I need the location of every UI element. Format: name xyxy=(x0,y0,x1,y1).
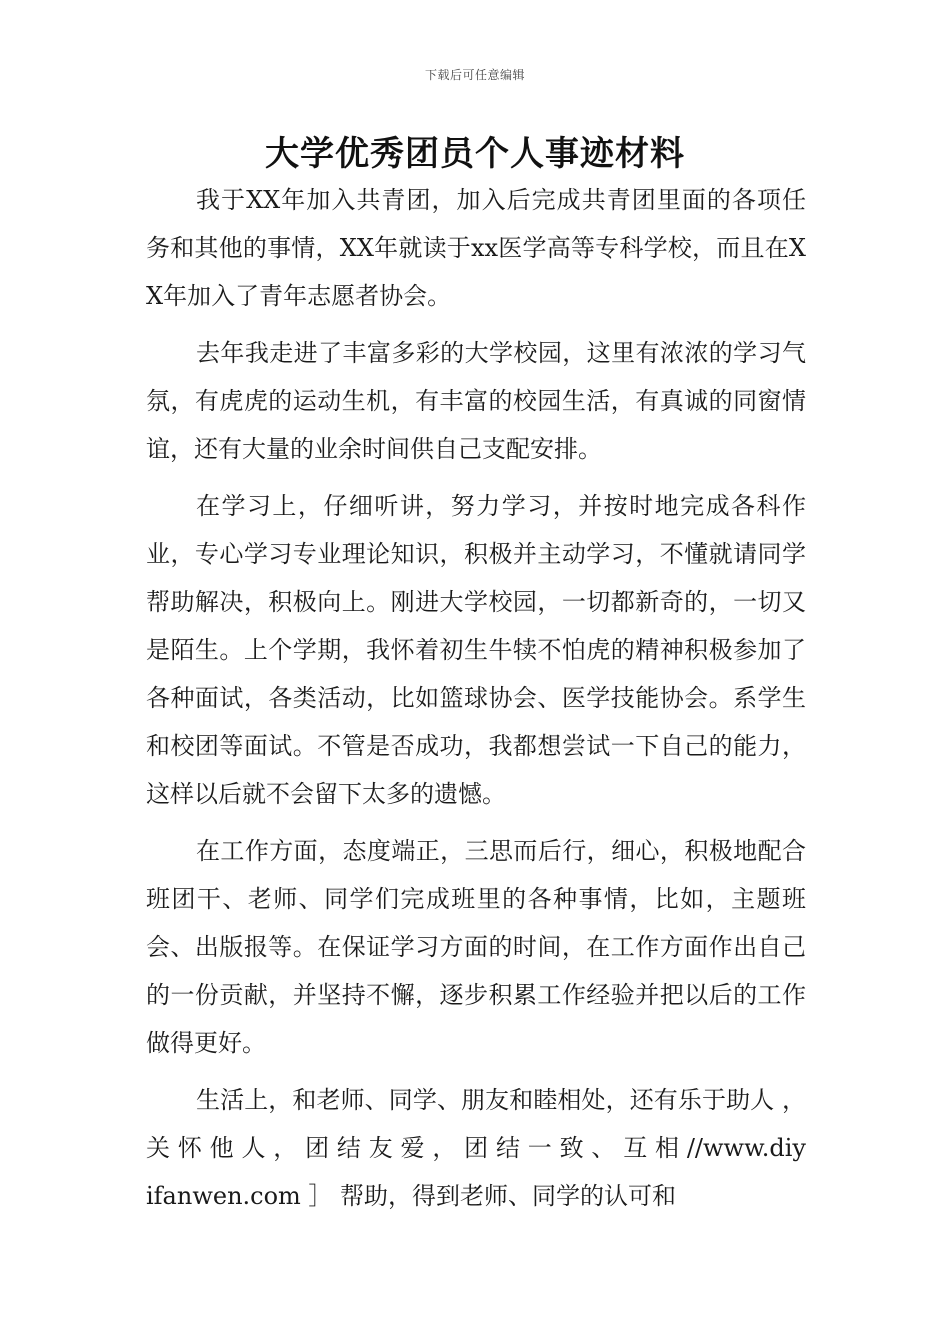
paragraph-3: 在学习上，仔细听讲，努力学习，并按时地完成各科作业，专心学习专业理论知识，积极并主动学习，不懂就请同学帮助解决，积极向上。刚进大学校园，一切都新奇的，一切又是陌生。上个学期，我怀着初生牛犊不怕虎的精神积极参加了各种面试，各类活动，比如篮球协会、医学技能协会。系学生和校团等面试。不管是否成功，我都想尝试一下自己的能力，这样以后就不会留下太多的遗憾。 xyxy=(146,492,806,808)
header-note: 下载后可任意编辑 xyxy=(424,68,525,82)
paragraph-2: 去年我走进了丰富多彩的大学校园，这里有浓浓的学习气氛，有虎虎的运动生机，有丰富的校园生活，有真诚的同窗情谊，还有大量的业余时间供自己支配安排。 xyxy=(146,339,806,463)
document-title: 大学优秀团员个人事迹材料 xyxy=(265,134,685,174)
paragraph-5: 生活上，和老师、同学、朋友和睦相处，还有乐于助人 ， 关 怀 他 人 ， 团 结 友 爱 ， 团 结 一 致 、 互 相 //www.diyifanwen.com ］ 帮助，得到老师、同学的认可和 xyxy=(146,1086,806,1210)
document-body xyxy=(146,176,806,1220)
paragraph-4: 在工作方面，态度端正，三思而后行，细心，积极地配合班团干、老师、同学们完成班里的各种事情，比如，主题班会、出版报等。在保证学习方面的时间，在工作方面作出自己的一份贡献，并坚持不懈，逐步积累工作经验并把以后的工作做得更好。 xyxy=(146,837,806,1057)
paragraph-1: 我于XX年加入共青团，加入后完成共青团里面的各项任务和其他的事情，XX年就读于xx医学高等专科学校，而且在XX年加入了青年志愿者协会。 xyxy=(146,186,806,310)
